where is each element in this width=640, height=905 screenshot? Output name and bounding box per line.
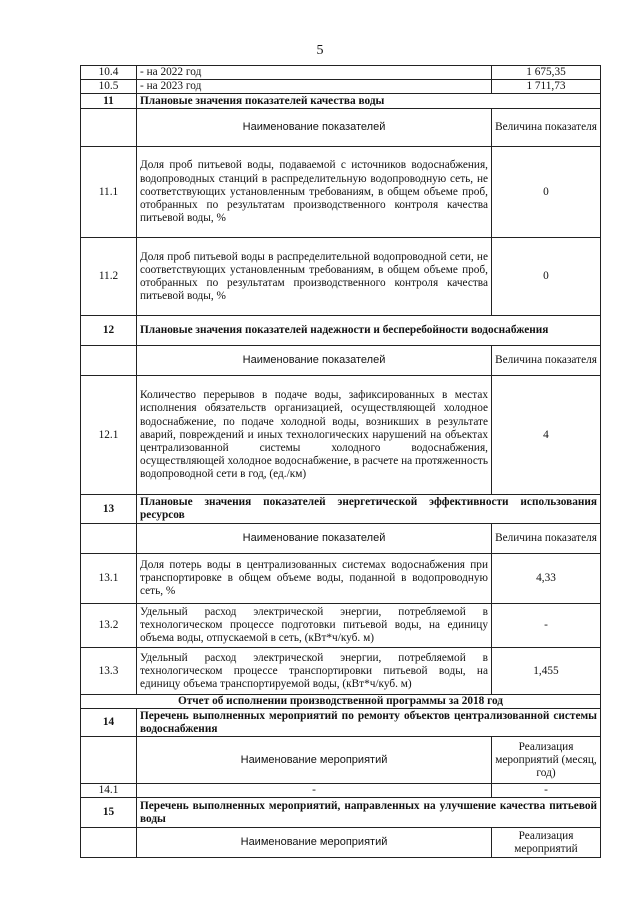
program-table bbox=[80, 65, 601, 858]
column-header-name: Наименование показателей bbox=[137, 346, 492, 376]
row-value: - bbox=[492, 604, 601, 648]
section-header-row bbox=[81, 798, 601, 828]
section-title: Перечень выполненных мероприятий, направленных на улучшение качества питьевой воды bbox=[137, 798, 601, 828]
row-description: Доля проб питьевой воды, подаваемой с источников водоснабжения, водопроводных станций в распределительную водопроводную сеть, не соответствующих установленным требованиям, в общем объеме проб, отобранных по результатам производственного контроля качества питьевой воды, % bbox=[137, 147, 492, 238]
row-description: - bbox=[137, 784, 492, 798]
column-header-name: Наименование мероприятий bbox=[137, 828, 492, 858]
row-label: - на 2023 год bbox=[137, 80, 492, 94]
row-number: 10.4 bbox=[81, 66, 137, 80]
row-value: 0 bbox=[492, 147, 601, 238]
table-row bbox=[81, 784, 601, 798]
column-header-name: Наименование мероприятий bbox=[137, 737, 492, 784]
row-value: 4,33 bbox=[492, 554, 601, 604]
column-header-name: Наименование показателей bbox=[137, 524, 492, 554]
row-number: 13.2 bbox=[81, 604, 137, 648]
row-description: Удельный расход электрической энергии, потребляемой в технологическом процессе подготовки питьевой воды, на единицу объема воды, отпускаемой в сеть, (кВт*ч/куб. м) bbox=[137, 604, 492, 648]
row-value: 0 bbox=[492, 238, 601, 316]
column-header-value: Реализация мероприятий bbox=[492, 828, 601, 858]
table-row bbox=[81, 604, 601, 648]
row-value: 1 711,73 bbox=[492, 80, 601, 94]
section-number: 13 bbox=[81, 495, 137, 524]
row-value: - bbox=[492, 784, 601, 798]
section-number: 14 bbox=[81, 709, 137, 737]
page-number: 5 bbox=[316, 43, 324, 58]
table-row bbox=[81, 80, 601, 94]
column-header-row bbox=[81, 737, 601, 784]
report-title: Отчет об исполнении производственной программы за 2018 год bbox=[81, 695, 601, 709]
row-number: 13.1 bbox=[81, 554, 137, 604]
table-row bbox=[81, 376, 601, 495]
column-header-name: Наименование показателей bbox=[137, 109, 492, 147]
column-header-value: Величина показателя bbox=[492, 109, 601, 147]
section-header-row bbox=[81, 316, 601, 346]
row-description: Доля потерь воды в централизованных системах водоснабжения при транспортировке в общем объеме воды, поданной в водопроводную сеть, % bbox=[137, 554, 492, 604]
row-number: 12.1 bbox=[81, 376, 137, 495]
row-description: Удельный расход электрической энергии, потребляемой в технологическом процессе транспортировки питьевой воды, на единицу объема транспортируемой воды, (кВт*ч/куб. м) bbox=[137, 648, 492, 695]
table-row bbox=[81, 554, 601, 604]
table-row bbox=[81, 648, 601, 695]
section-number: 12 bbox=[81, 316, 137, 346]
report-title-row bbox=[81, 695, 601, 709]
section-number: 15 bbox=[81, 798, 137, 828]
row-number: 11.1 bbox=[81, 147, 137, 238]
row-label: - на 2022 год bbox=[137, 66, 492, 80]
column-header-row bbox=[81, 524, 601, 554]
column-header-row bbox=[81, 109, 601, 147]
table-row bbox=[81, 66, 601, 80]
row-value: 4 bbox=[492, 376, 601, 495]
row-value: 1 675,35 bbox=[492, 66, 601, 80]
column-header-value: Величина показателя bbox=[492, 346, 601, 376]
section-title: Плановые значения показателей качества воды bbox=[137, 94, 601, 109]
row-number: 14.1 bbox=[81, 784, 137, 798]
section-header-row bbox=[81, 94, 601, 109]
row-description: Количество перерывов в подаче воды, зафиксированных в местах исполнения обязательств организацией, осуществляющей холодное водоснабжение, по подаче холодной воды, возникших в результате аварий, повреждений и иных технологических нарушений на объектах централизованной системы холодного водоснабжения, осуществляющей холодное водоснабжение, в расчете на протяженность водопроводной сети в год, (ед./км) bbox=[137, 376, 492, 495]
section-number: 11 bbox=[81, 94, 137, 109]
section-header-row bbox=[81, 495, 601, 524]
row-number: 10.5 bbox=[81, 80, 137, 94]
row-number: 11.2 bbox=[81, 238, 137, 316]
section-title: Перечень выполненных мероприятий по ремонту объектов централизованной системы водоснабжения bbox=[137, 709, 601, 737]
column-header-row bbox=[81, 828, 601, 858]
table-row bbox=[81, 147, 601, 238]
table-row bbox=[81, 238, 601, 316]
section-title: Плановые значения показателей энергетической эффективности использования ресурсов bbox=[137, 495, 601, 524]
section-header-row bbox=[81, 709, 601, 737]
row-value: 1,455 bbox=[492, 648, 601, 695]
row-number: 13.3 bbox=[81, 648, 137, 695]
section-title: Плановые значения показателей надежности и бесперебойности водоснабжения bbox=[137, 316, 601, 346]
row-description: Доля проб питьевой воды в распределительной водопроводной сети, не соответствующих установленным требованиям, в общем объеме проб, отобранных по результатам производственного контроля качества питьевой воды, % bbox=[137, 238, 492, 316]
column-header-row bbox=[81, 346, 601, 376]
column-header-value: Реализация мероприятий (месяц, год) bbox=[492, 737, 601, 784]
column-header-value: Величина показателя bbox=[492, 524, 601, 554]
